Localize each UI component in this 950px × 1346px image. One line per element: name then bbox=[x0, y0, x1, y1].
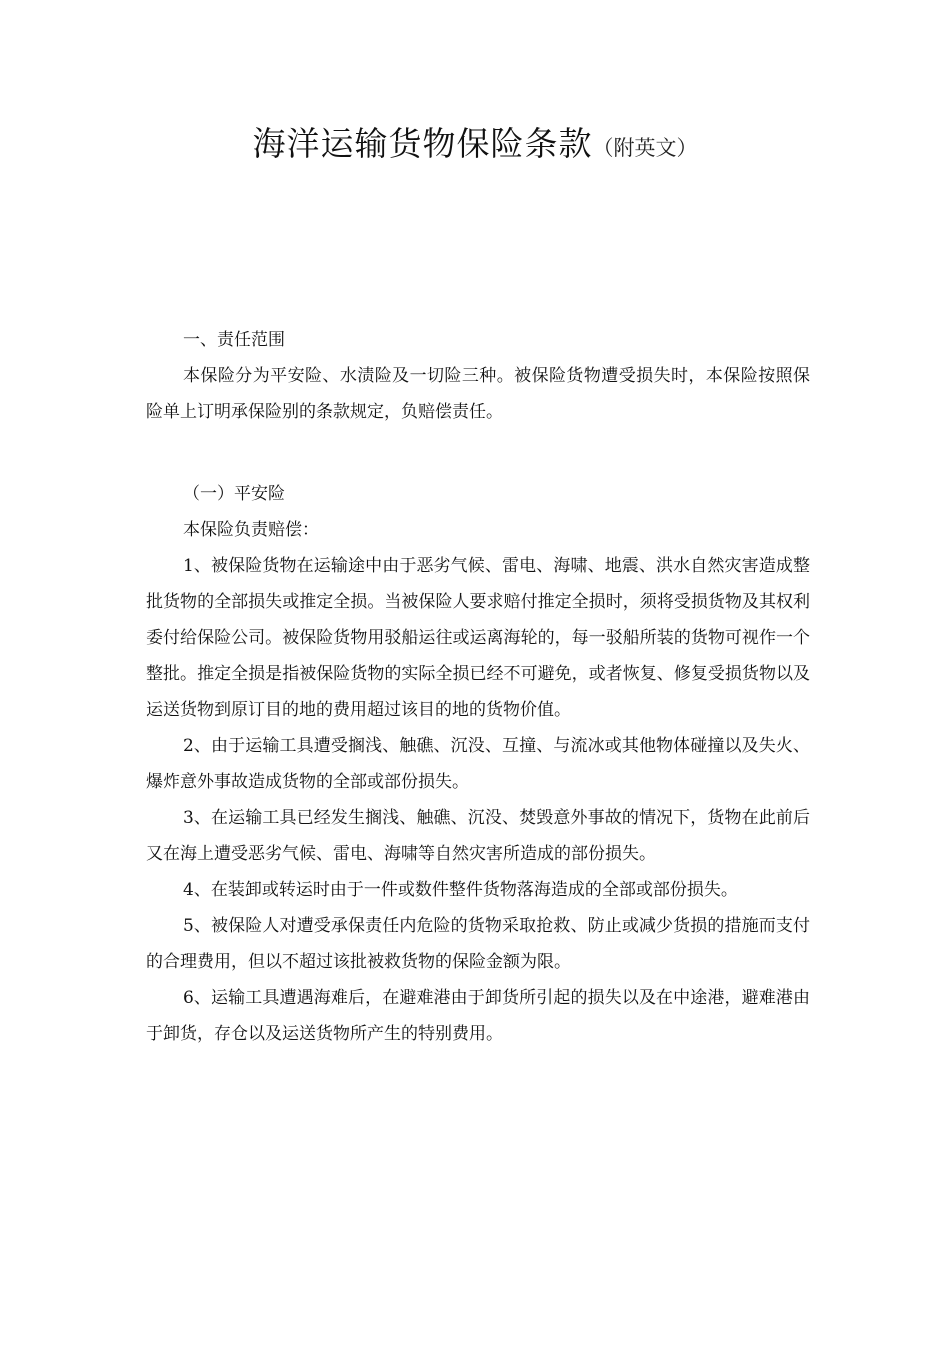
section-heading-scope: 一、责任范围 bbox=[183, 330, 285, 350]
document-body bbox=[146, 322, 810, 1052]
clause-item-1: 1、被保险货物在运输途中由于恶劣气候、雷电、海啸、地震、洪水自然灾害造成整批货物的全部损失或推定全损。当被保险人要求赔付推定全损时，须将受损货物及其权利委付给保险公司。被保险货物用驳船运往或运离海轮的，每一驳船所装的货物可视作一个整批。推定全损是指被保险货物的实际全损已经不可避免，或者恢复、修复受损货物以及运送货物到原订目的地的费用超过该目的地的货物价值。 bbox=[146, 556, 810, 720]
document-title bbox=[0, 118, 950, 165]
clause-item-4: 4、在装卸或转运时由于一件或数件整件货物落海造成的全部或部份损失。 bbox=[183, 880, 738, 900]
scope-intro-paragraph: 本保险分为平安险、水渍险及一切险三种。被保险货物遭受损失时，本保险按照保险单上订明承保险别的条款规定，负赔偿责任。 bbox=[146, 366, 810, 422]
clause-item-3: 3、在运输工具已经发生搁浅、触礁、沉没、焚毁意外事故的情况下，货物在此前后又在海上遭受恶劣气候、雷电、海啸等自然灾害所造成的部份损失。 bbox=[146, 808, 810, 864]
title-suffix: （附英文） bbox=[592, 136, 698, 160]
paragraph-gap bbox=[146, 430, 810, 476]
clause-item-5: 5、被保险人对遭受承保责任内危险的货物采取抢救、防止或减少货损的措施而支付的合理费用，但以不超过该批被救货物的保险金额为限。 bbox=[146, 916, 810, 972]
clause-item-2: 2、由于运输工具遭受搁浅、触礁、沉没、互撞、与流冰或其他物体碰撞以及失火、爆炸意外事故造成货物的全部或部份损失。 bbox=[146, 736, 810, 792]
title-main: 海洋运输货物保险条款 bbox=[252, 124, 593, 163]
fpa-intro-paragraph: 本保险负责赔偿： bbox=[183, 520, 319, 540]
section-heading-fpa: （一）平安险 bbox=[183, 484, 285, 504]
clause-item-6: 6、运输工具遭遇海难后，在避难港由于卸货所引起的损失以及在中途港，避难港由于卸货，存仓以及运送货物所产生的特别费用。 bbox=[146, 988, 810, 1044]
